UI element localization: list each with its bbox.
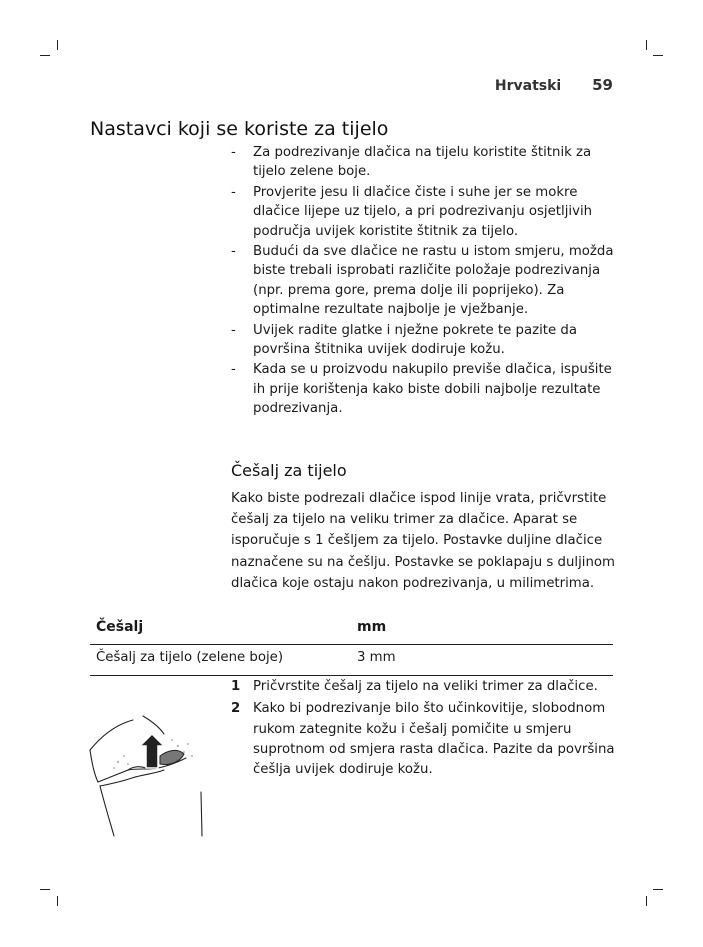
subsection-title: Češalj za tijelo bbox=[231, 461, 347, 480]
comb-table bbox=[90, 614, 613, 676]
bullet-dash: - bbox=[231, 362, 236, 378]
crop-mark bbox=[57, 896, 58, 906]
step-item bbox=[231, 677, 617, 697]
table-cell: Češalj za tijelo (zelene boje) bbox=[96, 650, 284, 665]
bullet-dash: - bbox=[231, 322, 236, 338]
table-cell: 3 mm bbox=[357, 650, 396, 665]
crop-mark bbox=[653, 55, 663, 56]
list-item bbox=[231, 183, 615, 241]
list-item bbox=[231, 321, 615, 360]
page-number: 59 bbox=[592, 76, 613, 94]
page-header bbox=[495, 76, 613, 94]
list-item-text: Budući da sve dlačice ne rastu u istom smjeru, možda biste trebali isprobati različite položaje podrezivanja (npr. prema gore, prema dolje ili poprijeko). Za optimalne rezultate najbolje je vježbanje. bbox=[253, 244, 614, 318]
bullet-dash: - bbox=[231, 184, 236, 200]
list-item-text: Za podrezivanje dlačica na tijelu koristite štitnik za tijelo zelene boje. bbox=[253, 145, 592, 180]
crop-mark bbox=[646, 40, 647, 50]
list-item bbox=[231, 242, 615, 320]
list-item-text: Kada se u proizvodu nakupilo previše dlačica, ispušite ih prije korištenja kako biste dobili najbolje rezultate podrezivanja. bbox=[253, 362, 612, 417]
step-number: 2 bbox=[231, 701, 241, 717]
step-text: Kako bi podrezivanje bilo što učinkovitije, slobodnom rukom zategnite kožu i češalj pomičite u smjeru suprotnom od smjera rasta dlačica. Pazite da površina češlja uvijek dodiruje kožu. bbox=[253, 701, 615, 778]
list-item-text: Provjerite jesu li dlačice čiste i suhe jer se mokre dlačice lijepe uz tijelo, a pri podrezivanju osjetljivih područja uvijek koristite štitnik za tijelo. bbox=[253, 184, 593, 239]
table-header-cell: Češalj bbox=[96, 619, 144, 635]
table-header-cell: mm bbox=[357, 619, 387, 635]
hand-trimming-arrow-up-icon bbox=[88, 712, 220, 838]
crop-mark bbox=[57, 40, 58, 50]
crop-mark bbox=[646, 896, 647, 906]
list-item-text: Uvijek radite glatke i nježne pokrete te pazite da površina štitnika uvijek dodiruje kožu. bbox=[253, 322, 577, 358]
bullet-dash: - bbox=[231, 244, 236, 260]
table-header-row bbox=[90, 614, 613, 644]
steps-list bbox=[231, 677, 617, 782]
table-row bbox=[90, 645, 613, 675]
step-number: 1 bbox=[231, 679, 241, 694]
step-text: Pričvrstite češalj za tijelo na veliki trimer za dlačice. bbox=[253, 679, 598, 694]
table-divider bbox=[90, 675, 613, 676]
list-item bbox=[231, 360, 615, 418]
section-title: Nastavci koji se koriste za tijelo bbox=[90, 118, 389, 140]
step-item bbox=[231, 699, 617, 780]
crop-mark bbox=[653, 889, 663, 890]
crop-mark bbox=[40, 889, 50, 890]
tips-list bbox=[231, 143, 615, 420]
body-paragraph: Kako biste podrezali dlačice ispod linije vrata, pričvrstite češalj za tijelo na veliku trimer za dlačice. Aparat se isporučuje s 1 češljem za tijelo. Postavke duljine dlačice naznačene su na češlju. Postavke se poklapaju s duljinom dlačica koje ostaju nakon podrezivanja, u milimetrima. bbox=[231, 491, 616, 591]
language-label: Hrvatski bbox=[494, 78, 562, 94]
list-item bbox=[231, 143, 615, 182]
bullet-dash: - bbox=[231, 145, 236, 160]
crop-mark bbox=[40, 55, 50, 56]
